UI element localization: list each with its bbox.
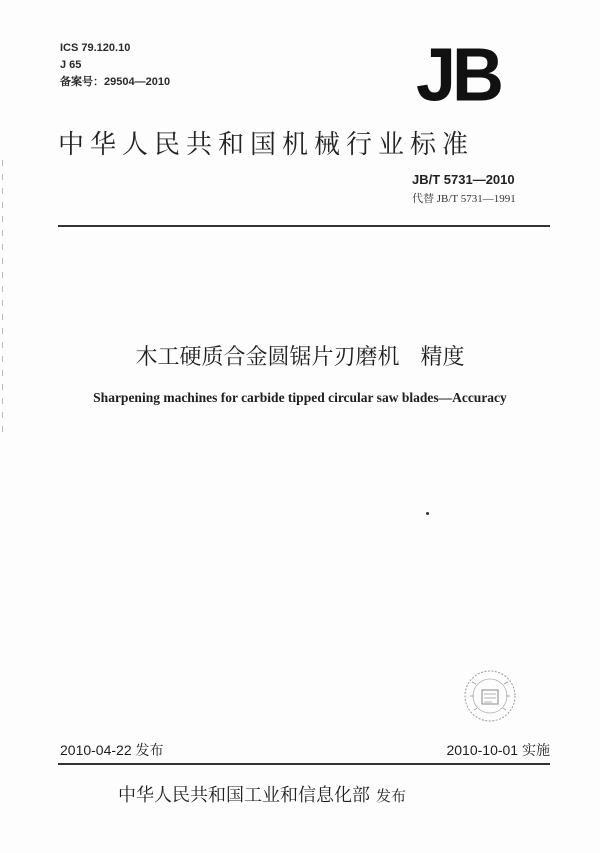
publisher-name: 中华人民共和国工业和信息化部 [118, 785, 370, 806]
standard-code: JB/T 5731—2010 [412, 172, 515, 187]
scan-speck [426, 512, 429, 515]
seal-stamp-icon [462, 668, 518, 724]
publisher-suffix: 发布 [376, 787, 407, 805]
ics-code: ICS 79.120.10 [60, 42, 131, 54]
bottom-divider [58, 763, 550, 765]
replaces-standard: 代替 JB/T 5731—1991 [412, 193, 516, 205]
organization-title: 中华人民共和国机械行业标准 [58, 130, 475, 160]
top-divider [58, 225, 550, 227]
header-meta [60, 40, 170, 91]
issue-date: 2010-04-22 发布 [60, 742, 164, 758]
title-chinese: 木工硬质合金圆锯片刃磨机 精度 [135, 345, 465, 370]
jb-logo: JB [416, 33, 501, 118]
publisher [118, 781, 406, 807]
implementation-date: 2010-10-01 实施 [446, 742, 550, 758]
title-english: Sharpening machines for carbide tipped circular saw blades—Accuracy [93, 390, 507, 405]
filing-number: 备案号：29504—2010 [60, 76, 171, 88]
category-code: J 65 [60, 59, 82, 71]
